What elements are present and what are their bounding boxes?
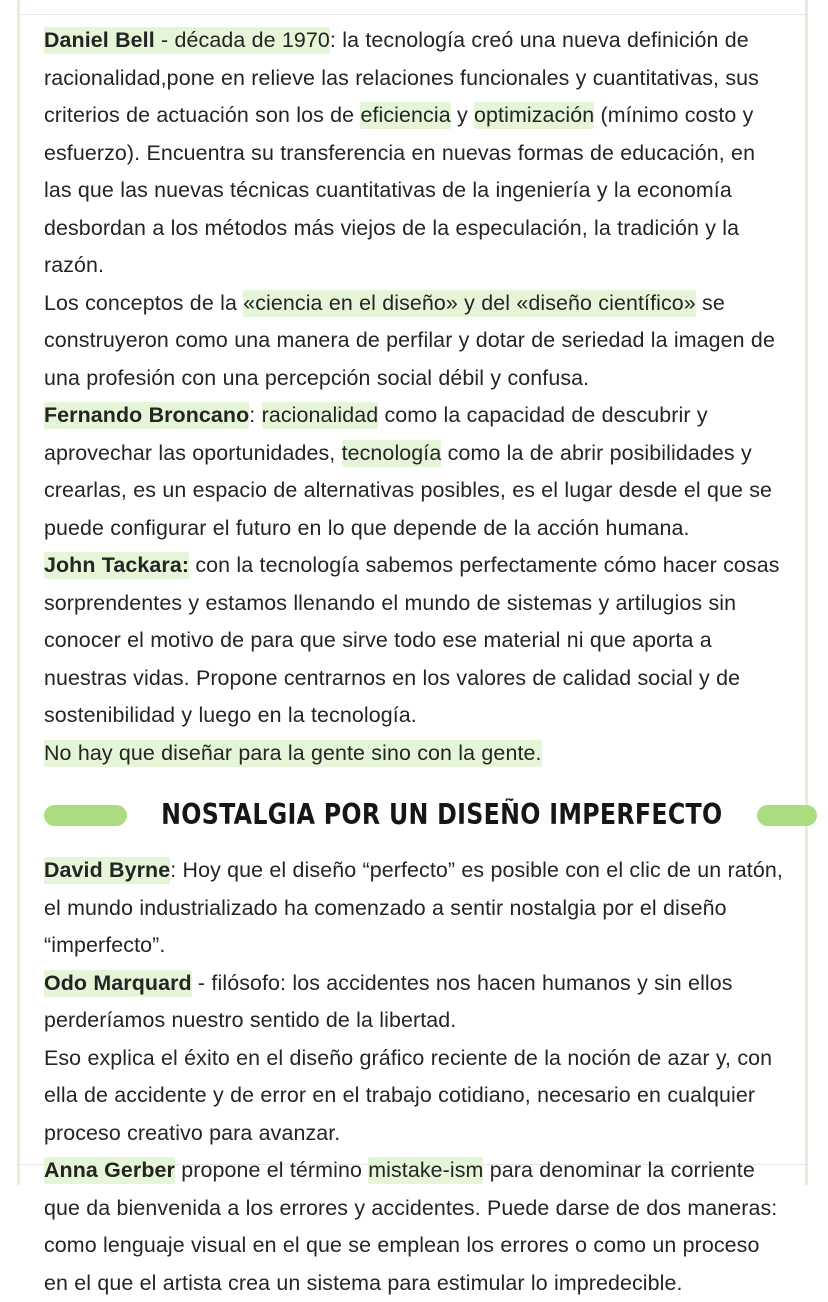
highlighted-text: Odo Marquard xyxy=(44,970,192,995)
body-text: propone el término xyxy=(174,1158,369,1182)
body-text: : Hoy que el diseño “perfecto” es posible con el clic de un ratón, el mundo industrializado ha comenzado a sentir nostalgia por el diseño “imperfecto”. xyxy=(44,858,783,957)
page-rule-top xyxy=(17,14,808,15)
paragraph-anna-gerber xyxy=(44,1152,786,1302)
highlighted-text: Anna Gerber xyxy=(44,1158,175,1182)
body-text: para denominar la corriente que da bienvenida a los errores y accidentes. Puede darse de dos maneras: como lenguaje visual en el que se emplean los errores o como un proceso en el que el artista crea un sistema para estimular lo impredecible. xyxy=(44,1158,778,1295)
body-text: - filósofo: los accidentes nos hacen humanos y sin ellos perderíamos nuestro sentido de la libertad. xyxy=(44,970,733,1032)
highlighted-text: eficiencia xyxy=(360,103,451,127)
document-content xyxy=(44,22,786,1302)
section-tecnologia-racionalidad xyxy=(44,22,786,772)
body-text: : xyxy=(249,403,262,427)
paragraph-fernando-broncano xyxy=(44,397,786,547)
page-edge-line-right xyxy=(805,0,808,1185)
highlighted-text: John Tackara: xyxy=(44,553,190,577)
paragraph-exito-nocion-azar xyxy=(44,1040,786,1153)
section-nostalgia-diseno-imperfecto xyxy=(44,800,786,1302)
page-edge-line-left xyxy=(17,0,20,1185)
highlighted-text: - década de 1970 xyxy=(154,28,330,52)
highlighted-text: No hay que diseñar para la gente sino con la gente. xyxy=(44,740,542,765)
body-text: con la tecnología sabemos perfectamente cómo hacer cosas sorprendentes y estamos llenando el mundo de sistemas y artilugios sin conocer el motivo de para que sirve todo ese material ni que aporta a nuestras vidas. Propone centrarnos en los valores de calidad social y de sostenibilidad y luego en la tecnología. xyxy=(44,553,780,727)
section-heading-title: NOSTALGIA POR UN DISEÑO IMPERFECTO xyxy=(161,798,723,832)
highlighted-text: David Byrne xyxy=(44,858,171,882)
body-text: Los conceptos de la xyxy=(44,290,244,315)
highlighted-text: mistake-ism xyxy=(368,1158,484,1182)
paragraph-disenar-con-la-gente xyxy=(44,735,786,773)
section-heading-nostalgia xyxy=(44,800,786,830)
paragraph-odo-marquard xyxy=(44,965,786,1040)
body-text: Eso explica el éxito en el diseño gráfico reciente de la noción de azar y, con ella de accidente y de error en el trabajo cotidiano, necesario en cualquier proceso creativo para avanzar. xyxy=(44,1045,773,1145)
highlighted-text: «ciencia en el diseño» y del «diseño científico» xyxy=(243,290,696,315)
highlighted-text: racionalidad xyxy=(261,403,379,427)
paragraph-john-tackara xyxy=(44,547,786,735)
heading-accent-bar-left xyxy=(44,805,127,826)
heading-accent-bar-right xyxy=(757,805,817,826)
paragraph-david-byrne xyxy=(44,852,786,965)
paragraph-ciencia-en-el-diseno xyxy=(44,285,786,398)
highlighted-text: Fernando Broncano xyxy=(44,403,250,427)
body-text: como la capacidad de descubrir y aprovechar las oportunidades, xyxy=(44,403,708,465)
body-text: se construyeron como una manera de perfilar y dotar de seriedad la imagen de una profesión con una percepción social débil y confusa. xyxy=(44,290,775,390)
body-text: : la tecnología creó una nueva definición de racionalidad,pone en relieve las relaciones funcionales y cuantitativas, sus criterios de actuación son los de xyxy=(44,28,759,127)
body-text: (mínimo costo y esfuerzo). Encuentra su transferencia en nuevas formas de educación, en las que las nuevas técnicas cuantitativas de la ingeniería y la economía desbordan a los métodos más viejos de la especulación, la tradición y la razón. xyxy=(44,103,756,277)
paragraph-daniel-bell xyxy=(44,22,786,285)
body-text: como la de abrir posibilidades y crearlas, es un espacio de alternativas posibles, es el lugar desde el que se puede configurar el futuro en lo que depende de la acción humana. xyxy=(44,440,773,540)
highlighted-text: optimización xyxy=(474,103,595,127)
highlighted-text: Daniel Bell xyxy=(44,28,155,52)
body-text: y xyxy=(450,103,475,127)
highlighted-text: tecnología xyxy=(341,440,442,465)
